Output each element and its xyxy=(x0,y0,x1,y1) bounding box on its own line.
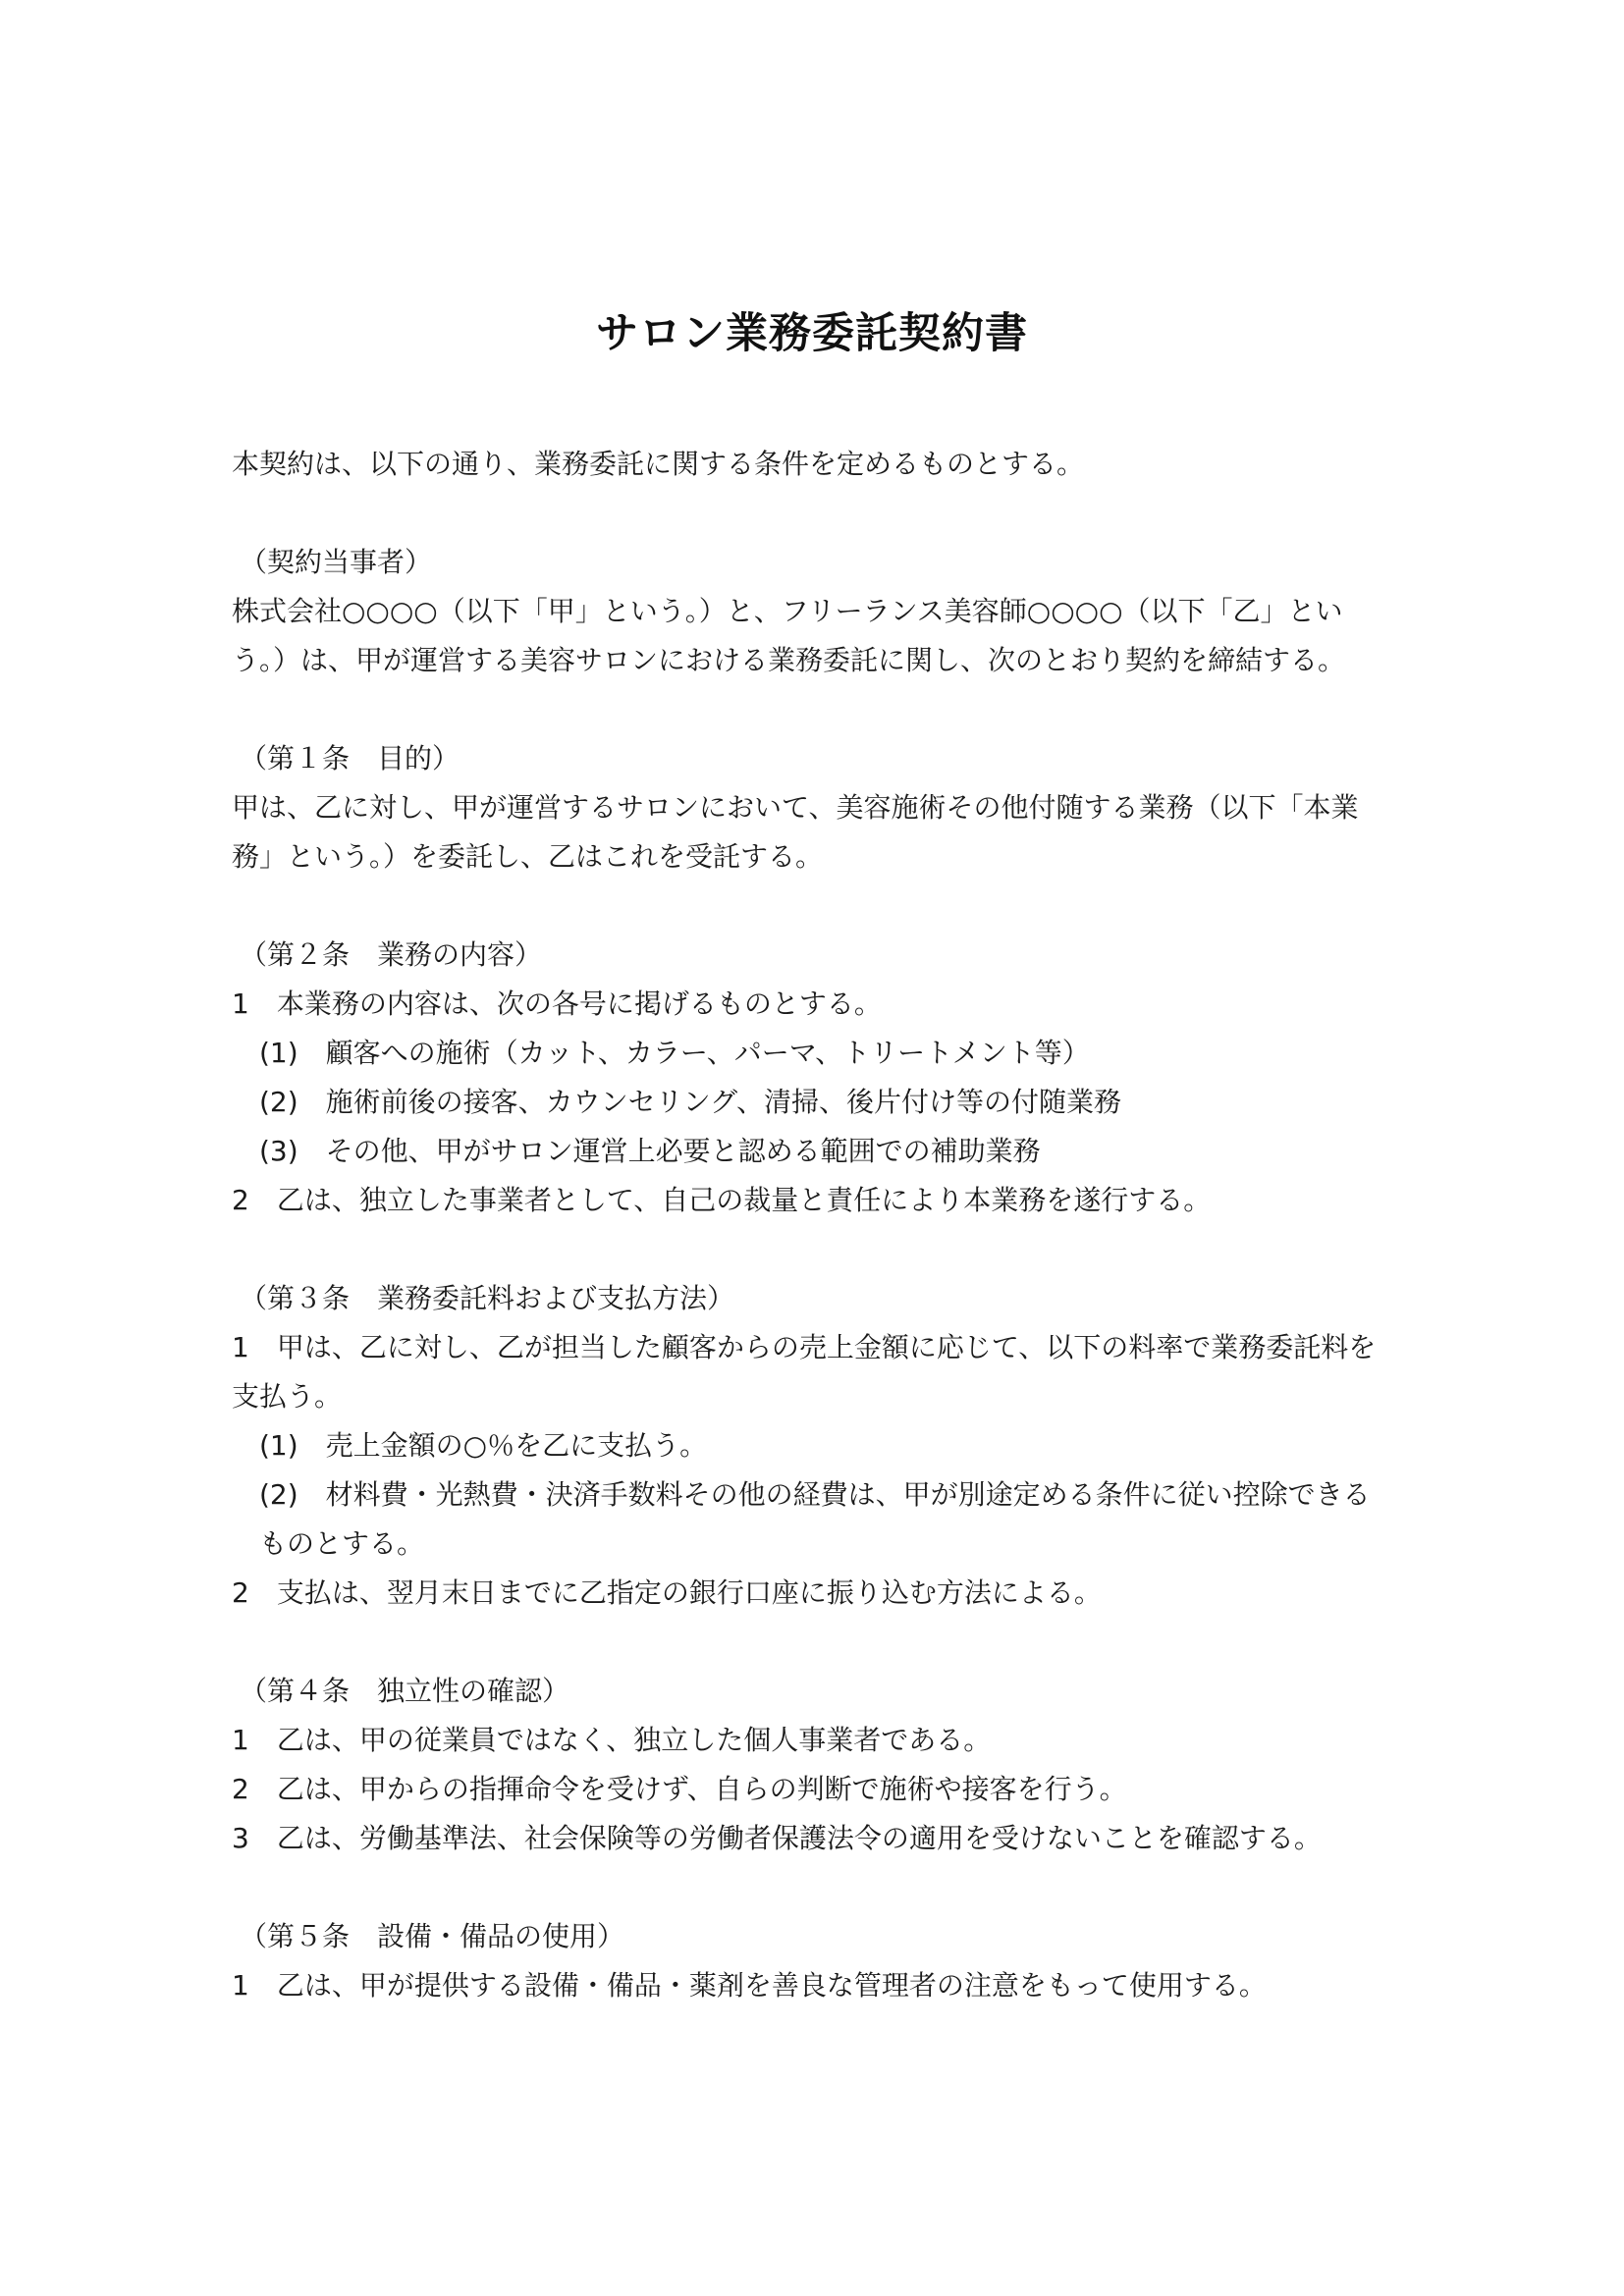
article-2-item: (3) その他、甲がサロン運営上必要と認める範囲での補助業務 xyxy=(259,1135,1041,1167)
document-title: サロン業務委託契約書 xyxy=(596,309,1028,358)
article-3-item: (1) 売上金額の○％を乙に支払う。 xyxy=(259,1429,708,1462)
article-3-item: (2) 材料費・光熱費・決済手数料その他の経費は、甲が別途定める条件に従い控除できるものとする。 xyxy=(259,1478,1371,1560)
intro-paragraph: 本契約は、以下の通り、業務委託に関する条件を定めるものとする。 xyxy=(232,448,1085,480)
article-2-item: (1) 顧客への施術（カット、カラー、パーマ、トリートメント等） xyxy=(259,1037,1090,1069)
article-1-line: 甲は、乙に対し、甲が運営するサロンにおいて、美容施術その他付随する業務（以下「本業務」という。）を委託し、乙はこれを受託する。 xyxy=(232,791,1359,873)
spacer xyxy=(232,1618,1392,1667)
parties-paragraph: 株式会社○○○○（以下「甲」という。）と、フリーランス美容師○○○○（以下「乙」という。）は、甲が運営する美容サロンにおける業務委託に関し、次のとおり契約を締結する。 xyxy=(232,595,1346,676)
article-1-heading: （第１条 目的） xyxy=(240,742,460,774)
article-3-clause: 1 甲は、乙に対し、乙が担当した顧客からの売上金額に応じて、以下の料率で業務委託料を支払う。 xyxy=(232,1331,1377,1413)
article-4-clause: 3 乙は、労働基準法、社会保険等の労働者保護法令の適用を受けないことを確認する。 xyxy=(232,1822,1322,1854)
article-2-clause: 1 本業務の内容は、次の各号に掲げるものとする。 xyxy=(232,988,882,1020)
article-4-heading: （第４条 独立性の確認） xyxy=(240,1675,570,1707)
spacer xyxy=(232,1863,1392,1912)
article-5-heading: （第５条 設備・備品の使用） xyxy=(240,1920,625,1952)
spacer xyxy=(232,881,1392,931)
article-2-item: (2) 施術前後の接客、カウンセリング、清掃、後片付け等の付随業務 xyxy=(259,1086,1121,1118)
article-4-clause: 2 乙は、甲からの指揮命令を受けず、自らの判断で施術や接客を行う。 xyxy=(232,1773,1127,1805)
article-2-heading: （第２条 業務の内容） xyxy=(240,938,543,971)
article-3-clause: 2 支払は、翌月末日までに乙指定の銀行口座に振り込む方法による。 xyxy=(232,1576,1102,1609)
article-3-heading: （第３条 業務委託料および支払方法） xyxy=(240,1282,735,1314)
spacer xyxy=(232,685,1392,734)
parties-heading: （契約当事者） xyxy=(240,546,433,578)
spacer xyxy=(232,1225,1392,1274)
spacer xyxy=(232,489,1392,538)
document-page xyxy=(232,304,1392,2010)
article-5-clause: 1 乙は、甲が提供する設備・備品・薬剤を善良な管理者の注意をもって使用する。 xyxy=(232,1969,1267,2002)
article-4-clause: 1 乙は、甲の従業員ではなく、独立した個人事業者である。 xyxy=(232,1724,992,1756)
article-2-clause: 2 乙は、独立した事業者として、自己の裁量と責任により本業務を遂行する。 xyxy=(232,1184,1212,1216)
